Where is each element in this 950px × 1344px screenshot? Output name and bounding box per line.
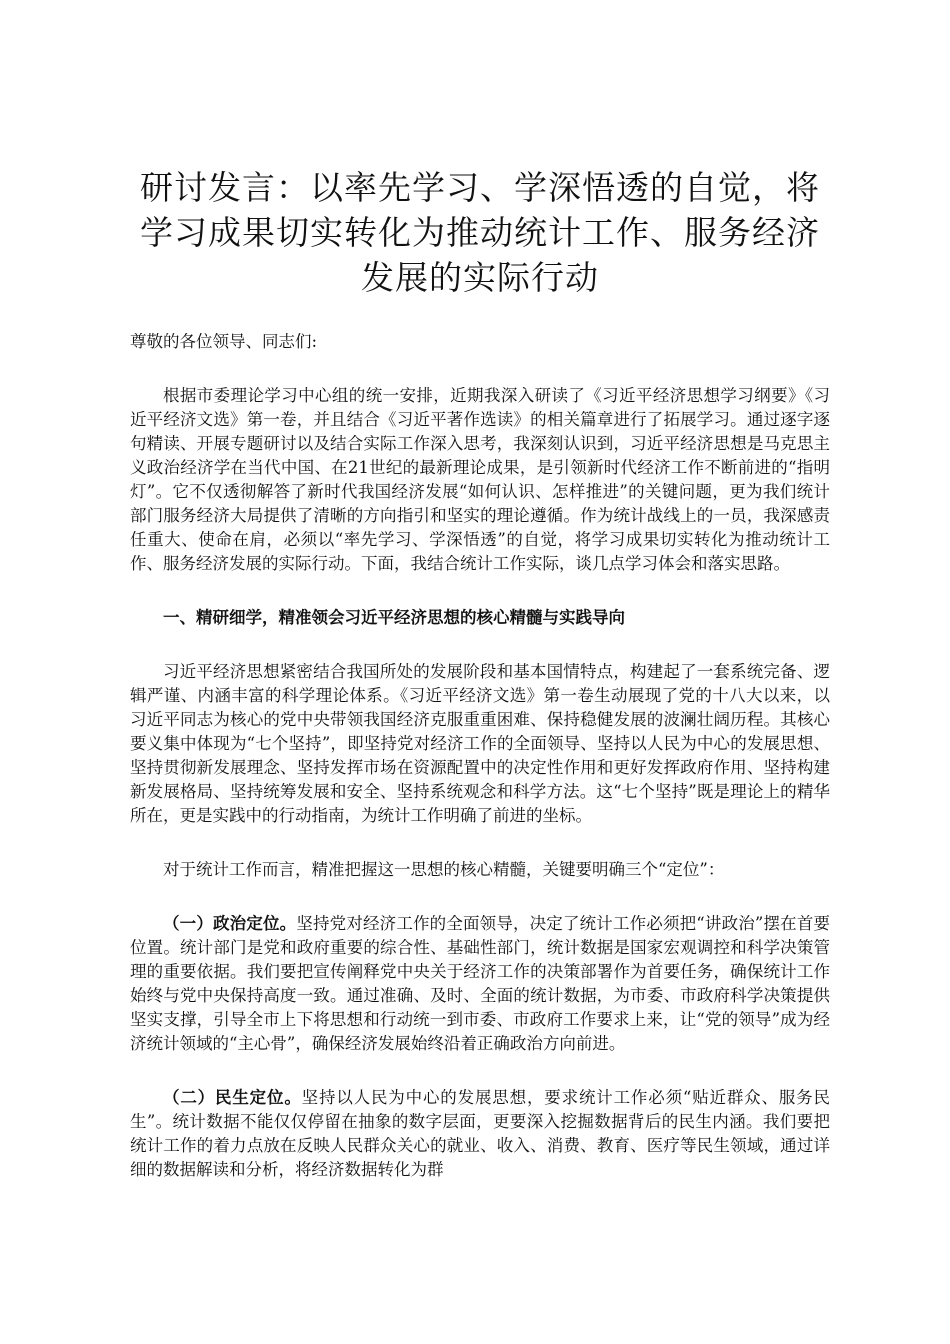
livelihood-position-text: 坚持以人民为中心的发展思想，要求统计工作必须“贴近群众、服务民生”。统计数据不能仅仅停留在抽象的数字层面，更要深入挖掘数据背后的民生内涵。我们要把统计工作的着力点放在反映人民群众关心的就业、收入、消费、教育、医疗等民生领域，通过详细的数据解读和分析，将经济数据转化为群 [130, 1088, 831, 1179]
intro-paragraph: 根据市委理论学习中心组的统一安排，近期我深入研读了《习近平经济思想学习纲要》《习近平经济文选》第一卷，并且结合《习近平著作选读》的相关篇章进行了拓展学习。通过逐字逐句精读、开展专题研讨以及结合实际工作深入思考，我深刻认识到，习近平经济思想是马克思主义政治经济学在当代中国、在21世纪的最新理论成果，是引领新时代经济工作不断前进的“指明灯”。它不仅透彻解答了新时代我国经济发展“如何认识、怎样推进”的关键问题，更为我们统计部门服务经济大局提供了清晰的方向指引和坚实的理论遵循。作为统计战线上的一员，我深感责任重大、使命在肩，必须以“率先学习、学深悟透”的自觉，将学习成果切实转化为推动统计工作、服务经济发展的实际行动。下面，我结合统计工作实际，谈几点学习体会和落实思路。 [130, 386, 830, 573]
salutation: 尊敬的各位领导、同志们: [130, 332, 318, 351]
section-1-heading: 一、精研细学，精准领会习近平经济思想的核心精髓与实践导向 [163, 608, 625, 627]
section-1-paragraph-1: 习近平经济思想紧密结合我国所处的发展阶段和基本国情特点，构建起了一套系统完备、逻辑严谨、内涵丰富的科学理论体系。《习近平经济文选》第一卷生动展现了党的十八大以来，以习近平同志为核心的党中央带领我国经济克服重重困难、保持稳健发展的波澜壮阔历程。其核心要义集中体现为“七个坚持”，即坚持党对经济工作的全面领导、坚持以人民为中心的发展思想、坚持贯彻新发展理念、坚持发挥市场在资源配置中的决定性作用和更好发挥政府作用、坚持构建新发展格局、坚持统筹发展和安全、坚持系统观念和科学方法。这“七个坚持”既是理论上的精华所在，更是实践中的行动指南，为统计工作明确了前进的坐标。 [130, 662, 830, 825]
political-position-text: 坚持党对经济工作的全面领导，决定了统计工作必须把“讲政治”摆在首要位置。统计部门是党和政府重要的综合性、基础性部门，统计数据是国家宏观调控和科学决策管理的重要依据。我们要把宣传阐释党中央关于经济工作的决策部署作为首要任务，确保统计工作始终与党中央保持高度一致。通过准确、及时、全面的统计数据，为市委、市政府科学决策提供坚实支撑，引导全市上下将思想和行动统一到市委、市政府工作要求上来，让“党的领导”成为经济统计领域的“主心骨”，确保经济发展始终沿着正确政治方向前进。 [130, 914, 830, 1053]
title-line-3: 发展的实际行动 [361, 258, 599, 297]
document-page [130, 165, 830, 1212]
livelihood-position-paragraph [130, 1086, 830, 1182]
document-title [130, 165, 830, 300]
political-position-paragraph [130, 912, 830, 1056]
section-1-paragraph-2: 对于统计工作而言，精准把握这一思想的核心精髓，关键要明确三个“定位”： [163, 860, 725, 879]
political-position-label: （一）政治定位。 [163, 914, 297, 933]
livelihood-position-label: （二）民生定位。 [163, 1088, 302, 1107]
title-line-2: 学习成果切实转化为推动统计工作、服务经济 [140, 213, 820, 252]
title-line-1: 研讨发言：以率先学习、学深悟透的自觉，将 [140, 168, 820, 207]
